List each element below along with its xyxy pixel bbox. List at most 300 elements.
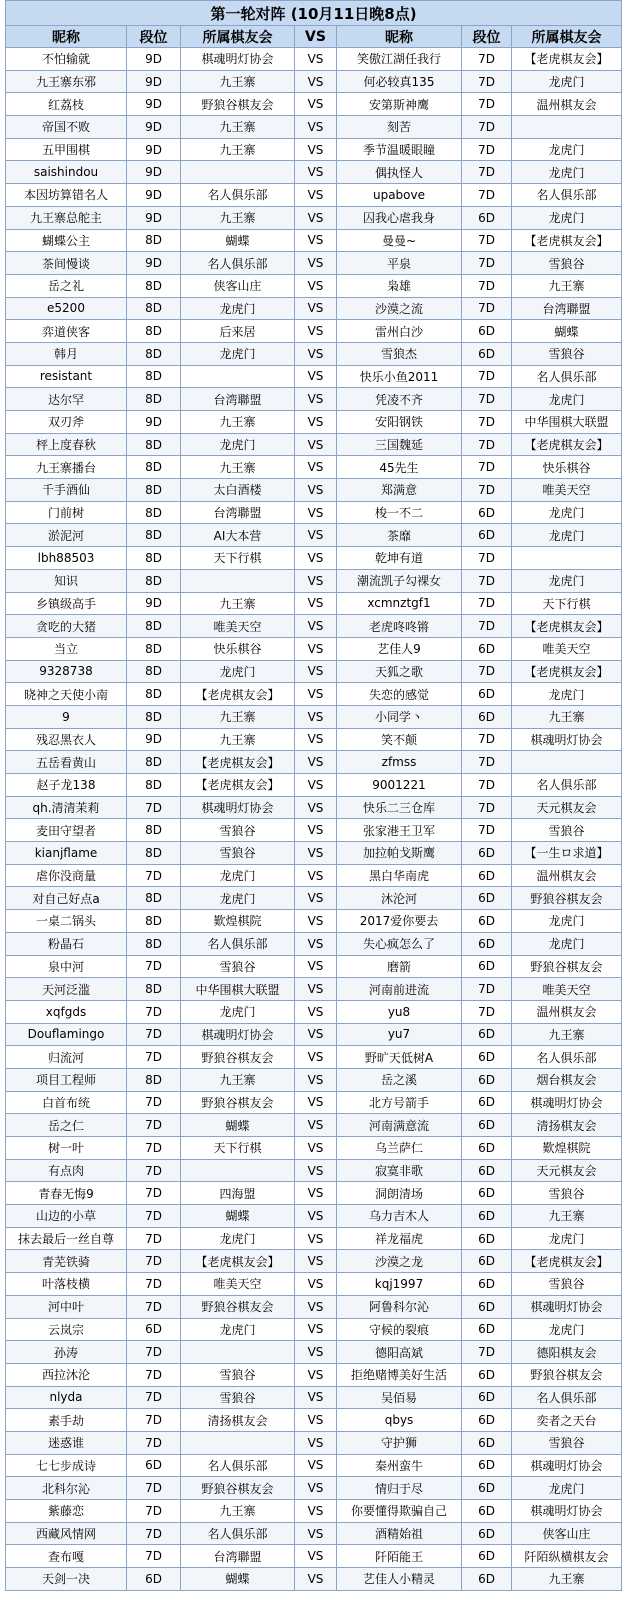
player-right-nickname: 野旷天低树A — [337, 1046, 462, 1069]
player-right-club: 【老虎棋友会】 — [512, 660, 622, 683]
vs-label: VS — [295, 683, 337, 706]
player-right-rank: 7D — [462, 479, 512, 502]
player-right-rank: 7D — [462, 774, 512, 797]
player-right-rank: 6D — [462, 342, 512, 365]
player-left-nickname: 赵子龙138 — [6, 774, 127, 797]
table-row — [6, 1159, 622, 1182]
player-left-rank: 8D — [127, 388, 181, 411]
table-row — [6, 524, 622, 547]
player-right-nickname: 守候的裂痕 — [337, 1318, 462, 1341]
player-left-club — [181, 365, 295, 388]
player-right-rank: 6D — [462, 864, 512, 887]
table-row — [6, 1137, 622, 1160]
player-left-club: 野狼谷棋友会 — [181, 1477, 295, 1500]
player-left-rank: 8D — [127, 910, 181, 933]
player-right-rank: 6D — [462, 683, 512, 706]
player-left-nickname: 北科尔沁 — [6, 1477, 127, 1500]
table-row — [6, 842, 622, 865]
player-left-rank: 7D — [127, 864, 181, 887]
player-right-rank: 6D — [462, 1318, 512, 1341]
vs-label: VS — [295, 1341, 337, 1364]
player-right-rank: 6D — [462, 1568, 512, 1591]
player-left-club: 雪狼谷 — [181, 955, 295, 978]
player-right-club: 侠客山庄 — [512, 1522, 622, 1545]
player-right-club: 唯美天空 — [512, 978, 622, 1001]
player-left-nickname: 粉晶石 — [6, 932, 127, 955]
vs-label: VS — [295, 1431, 337, 1454]
table-row — [6, 1091, 622, 1114]
player-left-rank: 8D — [127, 274, 181, 297]
table-row — [6, 252, 622, 275]
player-right-nickname: 梭一不二 — [337, 501, 462, 524]
player-right-club: 【老虎棋友会】 — [512, 48, 622, 71]
player-left-rank: 8D — [127, 751, 181, 774]
player-right-rank: 6D — [462, 1068, 512, 1091]
table-row — [6, 955, 622, 978]
table-row — [6, 547, 622, 570]
player-left-nickname: 门前树 — [6, 501, 127, 524]
player-right-club: 九王寨 — [512, 1023, 622, 1046]
player-right-rank: 6D — [462, 1409, 512, 1432]
player-right-club: 雪狼谷 — [512, 252, 622, 275]
table-row — [6, 116, 622, 139]
player-right-club: 温州棋友会 — [512, 864, 622, 887]
pairings-sheet — [5, 0, 621, 1591]
vs-label: VS — [295, 1068, 337, 1091]
player-left-nickname: 虐你没商量 — [6, 864, 127, 887]
vs-label: VS — [295, 479, 337, 502]
table-row — [6, 1500, 622, 1523]
player-left-rank: 9D — [127, 206, 181, 229]
player-right-nickname: 艺佳人小精灵 — [337, 1568, 462, 1591]
player-right-nickname: 岳之溪 — [337, 1068, 462, 1091]
vs-label: VS — [295, 1477, 337, 1500]
player-right-nickname: 雷州白沙 — [337, 320, 462, 343]
player-left-nickname: 千手酒仙 — [6, 479, 127, 502]
player-right-club: 雪狼谷 — [512, 1182, 622, 1205]
table-row — [6, 705, 622, 728]
player-left-club: 后来居 — [181, 320, 295, 343]
header-rank-left: 段位 — [127, 26, 181, 48]
player-left-rank: 7D — [127, 1409, 181, 1432]
player-right-club: 中华围棋大联盟 — [512, 411, 622, 434]
player-left-rank: 8D — [127, 229, 181, 252]
player-right-rank: 6D — [462, 1477, 512, 1500]
player-right-nickname: 加拉帕戈斯鹰 — [337, 842, 462, 865]
table-row — [6, 1205, 622, 1228]
player-right-rank: 7D — [462, 978, 512, 1001]
vs-label: VS — [295, 1159, 337, 1182]
vs-label: VS — [295, 819, 337, 842]
player-right-club: 歎煌棋院 — [512, 1137, 622, 1160]
player-right-rank: 6D — [462, 1295, 512, 1318]
player-right-nickname: 刻苦 — [337, 116, 462, 139]
player-left-club: 唯美天空 — [181, 1273, 295, 1296]
player-right-nickname: 9001221 — [337, 774, 462, 797]
player-left-nickname: qh.清清茉莉 — [6, 796, 127, 819]
vs-label: VS — [295, 1568, 337, 1591]
player-right-rank: 6D — [462, 1137, 512, 1160]
player-right-club: 龙虎门 — [512, 501, 622, 524]
player-right-club: 唯美天空 — [512, 479, 622, 502]
player-left-club: 龙虎门 — [181, 887, 295, 910]
vs-label: VS — [295, 1295, 337, 1318]
header-club-right: 所属棋友会 — [512, 26, 622, 48]
player-left-rank: 7D — [127, 1091, 181, 1114]
player-right-club: 名人俱乐部 — [512, 1386, 622, 1409]
player-right-nickname: 茶靡 — [337, 524, 462, 547]
player-right-nickname: yu8 — [337, 1000, 462, 1023]
player-right-club: 清扬棋友会 — [512, 1114, 622, 1137]
player-right-nickname: 三国魏延 — [337, 433, 462, 456]
player-right-rank: 6D — [462, 637, 512, 660]
player-left-nickname: 对自己好点a — [6, 887, 127, 910]
player-left-nickname: 归流河 — [6, 1046, 127, 1069]
table-row — [6, 1409, 622, 1432]
table-row — [6, 637, 622, 660]
player-left-nickname: 不怕输就 — [6, 48, 127, 71]
player-left-club: 九王寨 — [181, 70, 295, 93]
table-row — [6, 864, 622, 887]
player-right-club: 名人俱乐部 — [512, 365, 622, 388]
player-left-club: 名人俱乐部 — [181, 932, 295, 955]
table-row — [6, 660, 622, 683]
player-left-rank: 7D — [127, 1250, 181, 1273]
table-row — [6, 1477, 622, 1500]
player-left-rank: 7D — [127, 955, 181, 978]
player-right-club: 九王寨 — [512, 705, 622, 728]
player-left-nickname: 乡镇级高手 — [6, 592, 127, 615]
vs-label: VS — [295, 456, 337, 479]
player-left-club: 棋魂明灯协会 — [181, 1023, 295, 1046]
player-left-rank: 7D — [127, 1159, 181, 1182]
player-left-rank: 7D — [127, 1363, 181, 1386]
player-right-rank: 7D — [462, 365, 512, 388]
player-left-club: 龙虎门 — [181, 1318, 295, 1341]
vs-label: VS — [295, 910, 337, 933]
player-left-rank: 9D — [127, 93, 181, 116]
player-right-rank: 6D — [462, 1159, 512, 1182]
table-row — [6, 1522, 622, 1545]
table-row — [6, 297, 622, 320]
player-right-rank: 7D — [462, 547, 512, 570]
player-right-nickname: 你要懂得欺骗自己 — [337, 1500, 462, 1523]
title-row — [6, 1, 622, 26]
player-right-club: 名人俱乐部 — [512, 1046, 622, 1069]
player-left-rank: 7D — [127, 1273, 181, 1296]
player-right-club: 龙虎门 — [512, 910, 622, 933]
player-right-rank: 7D — [462, 116, 512, 139]
player-right-nickname: 平泉 — [337, 252, 462, 275]
player-left-rank: 8D — [127, 705, 181, 728]
player-left-nickname: kianjflame — [6, 842, 127, 865]
player-left-club: 龙虎门 — [181, 864, 295, 887]
table-row — [6, 1341, 622, 1364]
player-right-nickname: 守护狮 — [337, 1431, 462, 1454]
player-left-club: 野狼谷棋友会 — [181, 93, 295, 116]
table-row — [6, 1545, 622, 1568]
table-row — [6, 1386, 622, 1409]
vs-label: VS — [295, 138, 337, 161]
player-left-nickname: 天剑一决 — [6, 1568, 127, 1591]
vs-label: VS — [295, 1227, 337, 1250]
player-left-club: 棋魂明灯协会 — [181, 48, 295, 71]
vs-label: VS — [295, 774, 337, 797]
vs-label: VS — [295, 1273, 337, 1296]
player-right-nickname: 笑傲江湖任我行 — [337, 48, 462, 71]
vs-label: VS — [295, 1454, 337, 1477]
player-left-nickname: 青芜铁骑 — [6, 1250, 127, 1273]
player-right-nickname: 北方号箭手 — [337, 1091, 462, 1114]
table-row — [6, 388, 622, 411]
player-left-nickname: 查布嘎 — [6, 1545, 127, 1568]
player-left-club: 雪狼谷 — [181, 1363, 295, 1386]
table-row — [6, 1000, 622, 1023]
table-row — [6, 501, 622, 524]
player-left-nickname: 知识 — [6, 569, 127, 592]
player-right-rank: 6D — [462, 524, 512, 547]
player-right-rank: 6D — [462, 705, 512, 728]
player-left-nickname: 茶间慢谈 — [6, 252, 127, 275]
player-left-nickname: 孙涛 — [6, 1341, 127, 1364]
player-right-rank: 7D — [462, 297, 512, 320]
player-left-nickname: 九王寨总舵主 — [6, 206, 127, 229]
vs-label: VS — [295, 728, 337, 751]
player-left-club: 九王寨 — [181, 728, 295, 751]
player-right-nickname: 沐沦河 — [337, 887, 462, 910]
table-row — [6, 592, 622, 615]
player-right-club: 龙虎门 — [512, 388, 622, 411]
player-left-rank: 9D — [127, 728, 181, 751]
header-row — [6, 26, 622, 48]
player-right-nickname: 乌兰萨仁 — [337, 1137, 462, 1160]
player-right-club: 野狼谷棋友会 — [512, 887, 622, 910]
vs-label: VS — [295, 637, 337, 660]
player-left-rank: 9D — [127, 184, 181, 207]
player-left-nickname: 九王寨播台 — [6, 456, 127, 479]
player-right-rank: 7D — [462, 615, 512, 638]
player-left-nickname: 素手劫 — [6, 1409, 127, 1432]
player-left-nickname: 9328738 — [6, 660, 127, 683]
table-row — [6, 1295, 622, 1318]
vs-label: VS — [295, 70, 337, 93]
player-right-rank: 7D — [462, 728, 512, 751]
vs-label: VS — [295, 1000, 337, 1023]
player-left-nickname: 山边的小草 — [6, 1205, 127, 1228]
table-row — [6, 184, 622, 207]
header-nickname-right: 昵称 — [337, 26, 462, 48]
table-row — [6, 274, 622, 297]
player-left-rank: 6D — [127, 1568, 181, 1591]
vs-label: VS — [295, 592, 337, 615]
player-right-club: 九王寨 — [512, 1205, 622, 1228]
player-left-rank: 7D — [127, 1522, 181, 1545]
player-left-club: 清扬棋友会 — [181, 1409, 295, 1432]
player-right-rank: 7D — [462, 229, 512, 252]
player-left-nickname: 抹去最后一丝自尊 — [6, 1227, 127, 1250]
vs-label: VS — [295, 229, 337, 252]
player-right-rank: 7D — [462, 411, 512, 434]
player-right-rank: 7D — [462, 93, 512, 116]
player-left-rank: 8D — [127, 978, 181, 1001]
player-right-rank: 6D — [462, 1250, 512, 1273]
table-row — [6, 138, 622, 161]
table-row — [6, 1250, 622, 1273]
player-right-nickname: 枭雄 — [337, 274, 462, 297]
player-right-club: 九王寨 — [512, 274, 622, 297]
player-left-rank: 9D — [127, 48, 181, 71]
player-right-nickname: 偶执怪人 — [337, 161, 462, 184]
vs-label: VS — [295, 1363, 337, 1386]
table-row — [6, 1023, 622, 1046]
player-left-rank: 9D — [127, 116, 181, 139]
player-left-club: 九王寨 — [181, 116, 295, 139]
player-left-club: 蝴蝶 — [181, 1205, 295, 1228]
player-left-club: 【老虎棋友会】 — [181, 751, 295, 774]
player-right-nickname: 囚我心虐我身 — [337, 206, 462, 229]
player-left-club: 雪狼谷 — [181, 1386, 295, 1409]
vs-label: VS — [295, 1137, 337, 1160]
player-right-rank: 7D — [462, 592, 512, 615]
player-right-club: 阡陌纵横棋友会 — [512, 1545, 622, 1568]
player-left-nickname: Douflamingo — [6, 1023, 127, 1046]
player-left-nickname: 树一叶 — [6, 1137, 127, 1160]
player-left-club: 名人俱乐部 — [181, 1522, 295, 1545]
table-row — [6, 932, 622, 955]
player-right-rank: 6D — [462, 910, 512, 933]
player-left-club: 名人俱乐部 — [181, 1454, 295, 1477]
player-right-club: 温州棋友会 — [512, 1000, 622, 1023]
player-left-nickname: 白首布统 — [6, 1091, 127, 1114]
player-left-rank: 9D — [127, 70, 181, 93]
player-left-club: 歎煌棋院 — [181, 910, 295, 933]
player-left-nickname: 贪吃的大猪 — [6, 615, 127, 638]
player-right-nickname: 笑不颠 — [337, 728, 462, 751]
player-left-nickname: 韩月 — [6, 342, 127, 365]
player-left-club: 九王寨 — [181, 705, 295, 728]
player-left-nickname: 紫藤恋 — [6, 1500, 127, 1523]
player-left-nickname: 云岚宗 — [6, 1318, 127, 1341]
vs-label: VS — [295, 388, 337, 411]
table-row — [6, 728, 622, 751]
player-left-rank: 8D — [127, 683, 181, 706]
table-row — [6, 796, 622, 819]
header-club-left: 所属棋友会 — [181, 26, 295, 48]
player-right-nickname: 何必较真135 — [337, 70, 462, 93]
player-left-rank: 6D — [127, 1318, 181, 1341]
table-row — [6, 887, 622, 910]
player-left-club: 野狼谷棋友会 — [181, 1295, 295, 1318]
player-right-club: 【老虎棋友会】 — [512, 433, 622, 456]
player-right-rank: 7D — [462, 252, 512, 275]
table-row — [6, 161, 622, 184]
player-left-club: 唯美天空 — [181, 615, 295, 638]
table-row — [6, 456, 622, 479]
player-right-nickname: yu7 — [337, 1023, 462, 1046]
table-row — [6, 1182, 622, 1205]
player-right-nickname: upabove — [337, 184, 462, 207]
player-left-rank: 8D — [127, 615, 181, 638]
player-right-club — [512, 547, 622, 570]
player-right-club: 龙虎门 — [512, 161, 622, 184]
player-right-nickname: kqj1997 — [337, 1273, 462, 1296]
player-left-rank: 8D — [127, 433, 181, 456]
player-right-rank: 6D — [462, 501, 512, 524]
player-left-club: 九王寨 — [181, 1500, 295, 1523]
player-left-nickname: 麦田守望者 — [6, 819, 127, 842]
vs-label: VS — [295, 1386, 337, 1409]
player-right-club: 龙虎门 — [512, 138, 622, 161]
vs-label: VS — [295, 184, 337, 207]
table-row — [6, 615, 622, 638]
player-left-nickname: lbh88503 — [6, 547, 127, 570]
player-right-rank: 7D — [462, 274, 512, 297]
player-right-nickname: 秦州蛮牛 — [337, 1454, 462, 1477]
player-right-nickname: 黑白华南虎 — [337, 864, 462, 887]
player-left-rank: 7D — [127, 1000, 181, 1023]
player-right-nickname: 阿鲁科尔沁 — [337, 1295, 462, 1318]
player-left-rank: 7D — [127, 1046, 181, 1069]
player-right-nickname: 洞朗清场 — [337, 1182, 462, 1205]
player-left-rank: 8D — [127, 297, 181, 320]
player-right-nickname: 德阳高斌 — [337, 1341, 462, 1364]
table-row — [6, 1568, 622, 1591]
vs-label: VS — [295, 1091, 337, 1114]
player-left-club — [181, 569, 295, 592]
player-right-rank: 7D — [462, 819, 512, 842]
vs-label: VS — [295, 1545, 337, 1568]
player-left-nickname: 达尔罕 — [6, 388, 127, 411]
player-left-rank: 8D — [127, 320, 181, 343]
player-left-rank: 8D — [127, 660, 181, 683]
player-left-nickname: 双刃斧 — [6, 411, 127, 434]
player-left-nickname: e5200 — [6, 297, 127, 320]
player-left-nickname: 西藏风情网 — [6, 1522, 127, 1545]
player-right-club: 棋魂明灯协会 — [512, 1091, 622, 1114]
header-rank-right: 段位 — [462, 26, 512, 48]
player-right-nickname: 郑满意 — [337, 479, 462, 502]
player-right-nickname: zfmss — [337, 751, 462, 774]
player-left-club: 野狼谷棋友会 — [181, 1046, 295, 1069]
player-right-rank: 6D — [462, 842, 512, 865]
vs-label: VS — [295, 206, 337, 229]
vs-label: VS — [295, 705, 337, 728]
player-left-club: 龙虎门 — [181, 1000, 295, 1023]
player-right-club: 野狼谷棋友会 — [512, 955, 622, 978]
player-right-nickname: 2017爱你要去 — [337, 910, 462, 933]
player-left-rank: 7D — [127, 1227, 181, 1250]
player-right-nickname: 磨箭 — [337, 955, 462, 978]
player-right-rank: 6D — [462, 1454, 512, 1477]
player-left-club: 九王寨 — [181, 206, 295, 229]
player-left-rank: 8D — [127, 887, 181, 910]
player-left-nickname: 河中叶 — [6, 1295, 127, 1318]
player-right-nickname: qbys — [337, 1409, 462, 1432]
player-left-nickname: 五岳看黄山 — [6, 751, 127, 774]
vs-label: VS — [295, 433, 337, 456]
player-right-club: 【老虎棋友会】 — [512, 229, 622, 252]
player-right-club: 天元棋友会 — [512, 796, 622, 819]
player-right-rank: 6D — [462, 1273, 512, 1296]
table-row — [6, 1227, 622, 1250]
table-row — [6, 479, 622, 502]
player-left-rank: 8D — [127, 774, 181, 797]
player-right-nickname: 小同学丶 — [337, 705, 462, 728]
player-right-rank: 7D — [462, 433, 512, 456]
player-left-rank: 8D — [127, 524, 181, 547]
player-left-rank: 7D — [127, 1023, 181, 1046]
player-left-club: 龙虎门 — [181, 433, 295, 456]
